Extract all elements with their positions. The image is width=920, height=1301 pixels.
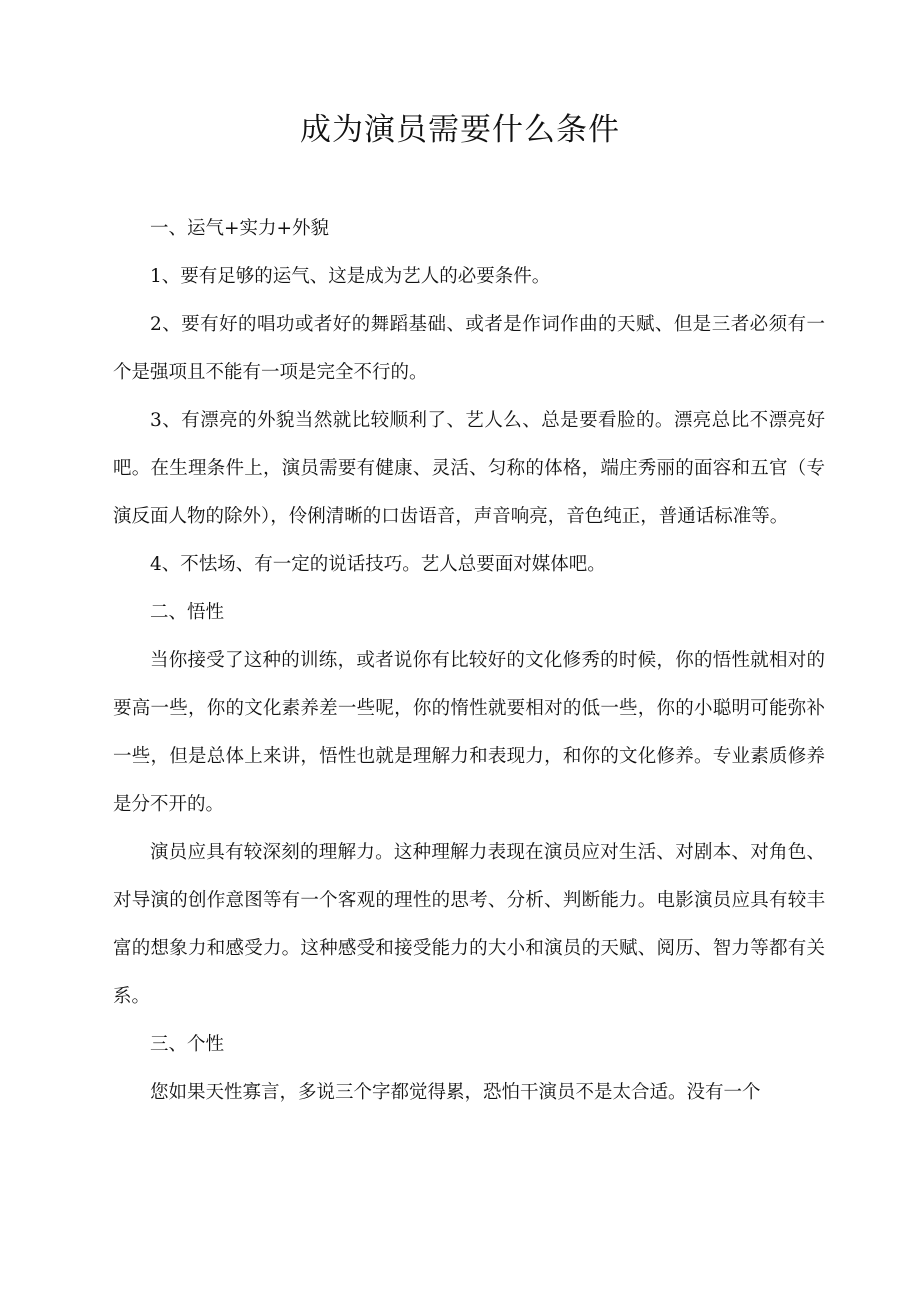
page-title: 成为演员需要什么条件: [300, 112, 620, 148]
section-heading-3: 三、个性: [150, 1034, 225, 1055]
paragraph-comprehension-1: 当你接受了这种的训练，或者说你有比较好的文化修秀的时候，你的悟性就相对的要高一些，你的文化素养差一些呢，你的惰性就要相对的低一些，你的小聪明可能弥补一些，但是总体上来讲，悟性也就是理解力和表现力，和你的文化修养。专业素质修养是分不开的。: [113, 650, 825, 815]
document-body: [113, 205, 825, 1117]
paragraph-comprehension-2: 演员应具有较深刻的理解力。这种理解力表现在演员应对生活、对剧本、对角色、对导演的创作意图等有一个客观的理性的思考、分析、判断能力。电影演员应具有较丰富的想象力和感受力。这种感受和接受能力的大小和演员的天赋、阅历、智力等都有关系。: [113, 842, 825, 1007]
section-heading-1: 一、运气+实力+外貌: [150, 218, 330, 239]
paragraph-item-1: 1、要有足够的运气、这是成为艺人的必要条件。: [150, 266, 551, 287]
paragraph-personality: 您如果天性寡言，多说三个字都觉得累，恐怕干演员不是太合适。没有一个: [150, 1082, 761, 1103]
paragraph-item-2: 2、要有好的唱功或者好的舞蹈基础、或者是作词作曲的天赋、但是三者必须有一个是强项且不能有一项是完全不行的。: [113, 314, 825, 383]
paragraph-item-3: 3、有漂亮的外貌当然就比较顺利了、艺人么、总是要看脸的。漂亮总比不漂亮好吧。在生理条件上，演员需要有健康、灵活、匀称的体格，端庄秀丽的面容和五官（专演反面人物的除外），伶俐清晰的口齿语音，声音响亮，音色纯正，普通话标准等。: [113, 410, 825, 527]
section-heading-2: 二、悟性: [150, 602, 225, 623]
paragraph-item-4: 4、不怯场、有一定的说话技巧。艺人总要面对媒体吧。: [150, 554, 606, 575]
